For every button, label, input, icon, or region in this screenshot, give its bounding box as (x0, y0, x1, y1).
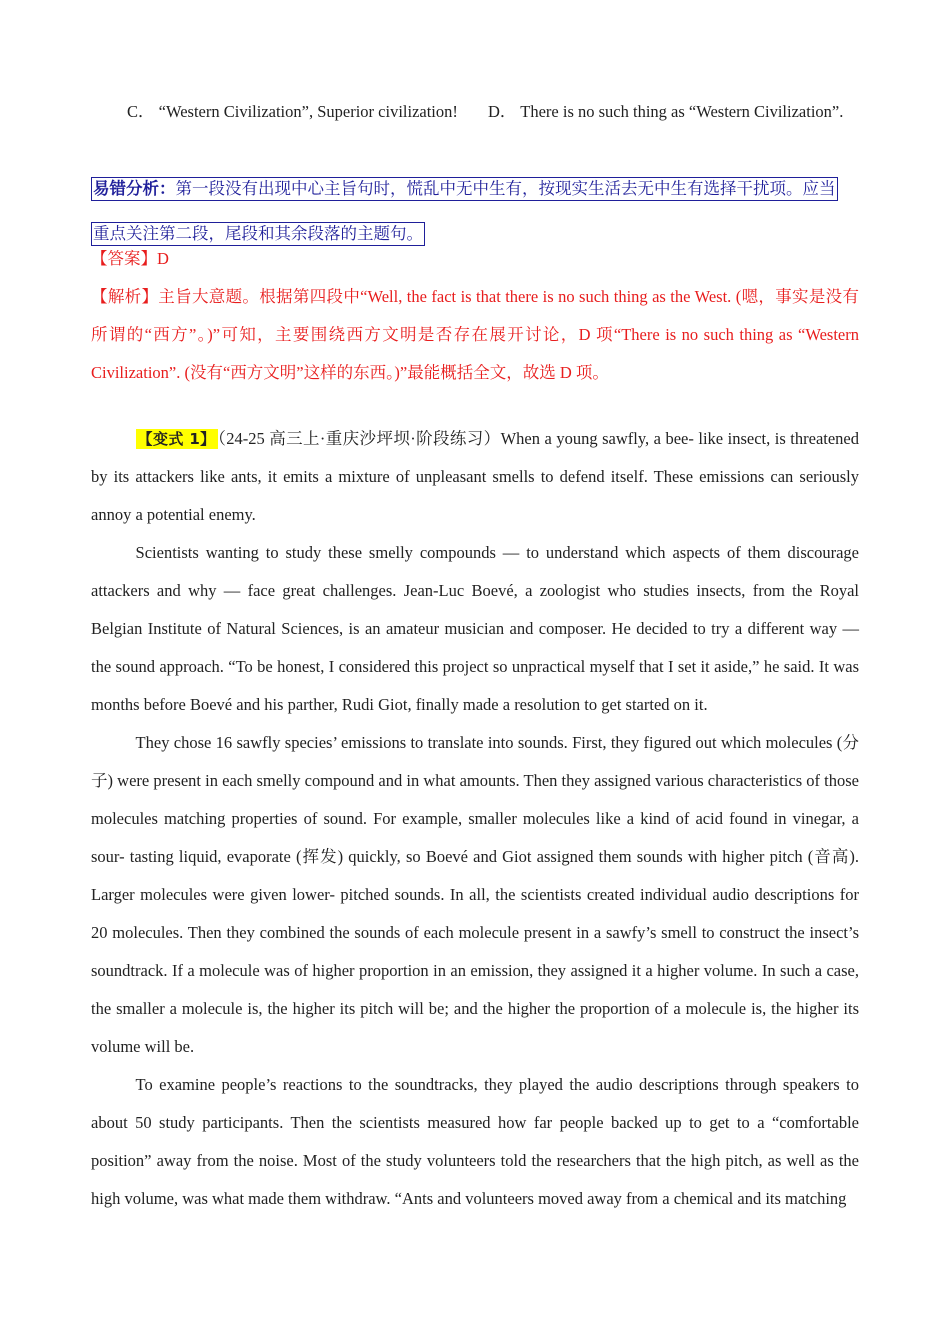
error-analysis-line2: 重点关注第二段，尾段和其余段落的主题句。 (91, 222, 425, 246)
error-analysis-label: 易错分析： (93, 179, 176, 198)
error-analysis-text-1: 第一段没有出现中心主旨句时，慌乱中无中生有，按现实生活去无中生有选择干扰项。应当 (175, 179, 836, 198)
explanation-text: 主旨大意题。根据第四段中“Well, the fact is that there is no such thing as the West. (嗯，事实是没有所谓的“西方”。)”可知，主要围绕西方文明是否存在展开讨论，D 项“There is no such thing as “Western Civilization”. (没有“西方文明”这样的东西。)”最能概括全文，故选 D 项。 (91, 287, 860, 382)
answer-explanation (91, 240, 859, 392)
option-d-label: D． (488, 102, 517, 121)
option-c-text: “Western Civilization”, Superior civilization! (158, 102, 458, 121)
option-d (488, 100, 843, 124)
passage-paragraph-3: They chose 16 sawfly species’ emissions to translate into sounds. First, they figured out which molecules (分子) were present in each smelly compound and in what amounts. Then they assigned various characteristics of those molecules matching properties of sound. For example, smaller molecules like a kind of acid found in vinegar, a sour- tasting liquid, evaporate (挥发) quickly, so Boevé and Giot assigned them sounds with higher pitch (音高). Larger molecules were given lower- pitched sounds. In all, the scientists created individual audio descriptions for 20 molecules. Then they combined the sounds of each molecule present in a sawfy’s smell to construct the insect’s soundtrack. If a molecule was of higher proportion in an emission, they assigned it a higher volume. In such a case, the smaller a molecule is, the higher its pitch will be; and the higher the proportion of a molecule is, the higher its volume will be. (91, 733, 859, 1056)
variant-tag: 【变式 1】 (137, 430, 216, 448)
answer-line (91, 240, 859, 278)
variant-source: （24-25 高三上·重庆沙坪坝·阶段练习） (217, 429, 501, 448)
error-analysis-line1 (91, 177, 838, 201)
passage-paragraph-2: Scientists wanting to study these smelly compounds — to understand which aspects of them discourage attackers and why — face great challenges. Jean-Luc Boevé, a zoologist who studies insects, from the Royal Belgian Institute of Natural Sciences, is an amateur musician and composer. He decided to try a different way — the sound approach. “To be honest, I considered this project so unpractical myself that I set it aside,” he said. It was months before Boevé and his parther, Rudi Giot, finally made a resolution to get started on it. (91, 543, 859, 714)
answer-options (127, 100, 867, 124)
answer-label: 【答案】 (91, 249, 157, 268)
passage-paragraph-1 (91, 420, 859, 534)
answer-value: D (157, 249, 169, 268)
explanation-line (91, 278, 859, 392)
reading-passage (91, 420, 859, 1218)
option-c-label: C． (127, 102, 155, 121)
option-d-text: There is no such thing as “Western Civilization”. (520, 102, 844, 121)
paragraph-1-text: When a young sawfly, a bee- like insect, is threatened by its attackers like ants, it emits a mixture of unpleasant smells to defend itself. These emissions can seriously annoy a potential enemy. (91, 429, 859, 524)
option-c (127, 100, 458, 124)
explanation-label: 【解析】 (91, 287, 159, 306)
passage-paragraph-4: To examine people’s reactions to the soundtracks, they played the audio descriptions through speakers to about 50 study participants. Then the scientists measured how far people backed up to get to a “comfortable position” away from the noise. Most of the study volunteers told the researchers that the high pitch, as well as the high volume, was what made them withdraw. “Ants and volunteers moved away from a chemical and its matching (91, 1075, 859, 1208)
